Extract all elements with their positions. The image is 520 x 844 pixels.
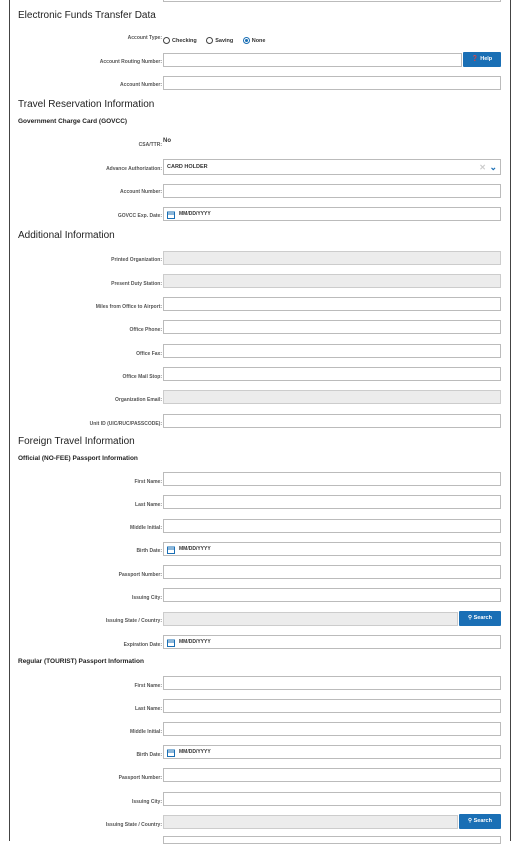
regular-issuing-city-input[interactable] — [163, 792, 501, 806]
org-email-label: Organization Email: — [115, 397, 162, 403]
regular-last-name-input[interactable] — [163, 699, 501, 713]
printed-org-input — [163, 251, 501, 265]
radio-saving[interactable] — [206, 37, 213, 44]
help-button-label: Help — [480, 56, 493, 62]
regular-middle-initial-input[interactable] — [163, 722, 501, 736]
mail-stop-label: Office Mail Stop: — [122, 374, 162, 380]
office-phone-label: Office Phone: — [129, 327, 162, 333]
form-frame — [9, 0, 511, 841]
regular-expiration-input-partial[interactable] — [163, 836, 501, 844]
official-expiration-label: Expiration Date: — [123, 642, 162, 648]
govcc-exp-date-label: GOVCC Exp. Date: — [117, 213, 162, 219]
regular-birth-date-input[interactable] — [163, 745, 501, 759]
routing-number-input[interactable] — [163, 53, 462, 67]
travel-section-title: Travel Reservation Information — [18, 99, 155, 110]
official-issuing-city-label: Issuing City: — [131, 595, 162, 601]
miles-airport-input[interactable] — [163, 297, 501, 311]
official-issuing-state-label: Issuing State / Country: — [105, 618, 162, 624]
regular-birth-date-label: Birth Date: — [136, 752, 162, 758]
regular-birth-date-placeholder: MM/DD/YYYY — [179, 749, 211, 755]
govcc-subtitle: Government Charge Card (GOVCC) — [18, 118, 128, 125]
clear-icon[interactable]: ✕ — [479, 163, 486, 172]
radio-checking[interactable] — [163, 37, 170, 44]
official-expiration-input[interactable] — [163, 635, 501, 649]
official-first-name-label: First Name: — [134, 479, 162, 485]
official-search-button[interactable] — [459, 611, 501, 626]
regular-middle-initial-label: Middle Initial: — [130, 729, 162, 735]
search-icon: ⚲ — [468, 818, 473, 824]
regular-passport-number-input[interactable] — [163, 768, 501, 782]
eft-account-number-label: Account Number: — [120, 82, 162, 88]
official-issuing-state-input — [163, 612, 458, 626]
chevron-down-icon[interactable]: ⌄ — [489, 162, 497, 172]
csa-label: CSA/TTR: — [138, 142, 162, 148]
official-birth-date-input[interactable] — [163, 542, 501, 556]
csa-value: No — [163, 138, 171, 144]
regular-search-button[interactable] — [459, 814, 501, 829]
routing-number-label: Account Routing Number: — [99, 59, 162, 65]
official-search-label: Search — [473, 615, 492, 621]
official-issuing-city-input[interactable] — [163, 588, 501, 602]
top-partial-input[interactable] — [163, 0, 501, 2]
govcc-account-number-label: Account Number: — [120, 189, 162, 195]
regular-search-label: Search — [473, 818, 492, 824]
radio-saving-label: Saving — [215, 37, 234, 44]
eft-account-number-input[interactable] — [163, 76, 501, 90]
official-passport-number-input[interactable] — [163, 565, 501, 579]
account-type-radio-group — [163, 32, 270, 50]
radio-none-label: None — [251, 37, 266, 44]
miles-airport-label: Miles from Office to Airport: — [95, 304, 162, 310]
calendar-icon[interactable] — [167, 546, 175, 554]
unit-id-input[interactable] — [163, 414, 501, 428]
regular-first-name-label: First Name: — [134, 683, 162, 689]
advance-auth-label: Advance Authorization: — [106, 166, 162, 172]
official-passport-number-label: Passport Number: — [118, 572, 162, 578]
office-fax-input[interactable] — [163, 344, 501, 358]
govcc-exp-date-input[interactable] — [163, 207, 501, 221]
eft-section-title: Electronic Funds Transfer Data — [18, 10, 156, 21]
foreign-section-title: Foreign Travel Information — [18, 436, 135, 447]
calendar-icon[interactable] — [167, 639, 175, 647]
calendar-icon[interactable] — [167, 211, 175, 219]
regular-issuing-city-label: Issuing City: — [131, 799, 162, 805]
mail-stop-input[interactable] — [163, 367, 501, 381]
additional-section-title: Additional Information — [18, 230, 115, 241]
govcc-account-number-input[interactable] — [163, 184, 501, 198]
help-icon: ❓ — [471, 56, 479, 62]
advance-auth-select[interactable] — [163, 159, 501, 175]
calendar-icon[interactable] — [167, 749, 175, 757]
printed-org-label: Printed Organization: — [111, 257, 162, 263]
official-expiration-placeholder: MM/DD/YYYY — [179, 639, 211, 645]
govcc-exp-date-placeholder: MM/DD/YYYY — [179, 211, 211, 217]
search-icon: ⚲ — [468, 615, 473, 621]
radio-none[interactable] — [243, 37, 250, 44]
regular-passport-subtitle: Regular (TOURIST) Passport Information — [18, 658, 144, 665]
official-birth-date-label: Birth Date: — [136, 548, 162, 554]
regular-passport-number-label: Passport Number: — [118, 775, 162, 781]
advance-auth-value: CARD HOLDER — [167, 164, 208, 170]
unit-id-label: Unit ID (UIC/RUC/PASSCODE): — [89, 421, 162, 427]
account-type-label: Account Type: — [127, 35, 162, 41]
regular-issuing-state-input — [163, 815, 458, 829]
regular-first-name-input[interactable] — [163, 676, 501, 690]
help-button[interactable] — [463, 52, 501, 67]
official-birth-date-placeholder: MM/DD/YYYY — [179, 546, 211, 552]
official-passport-subtitle: Official (NO-FEE) Passport Information — [18, 455, 138, 462]
office-phone-input[interactable] — [163, 320, 501, 334]
official-last-name-input[interactable] — [163, 495, 501, 509]
duty-station-input — [163, 274, 501, 288]
regular-issuing-state-label: Issuing State / Country: — [105, 822, 162, 828]
radio-checking-label: Checking — [172, 37, 197, 44]
official-first-name-input[interactable] — [163, 472, 501, 486]
office-fax-label: Office Fax: — [136, 351, 162, 357]
regular-last-name-label: Last Name: — [135, 706, 162, 712]
duty-station-label: Present Duty Station: — [111, 281, 162, 287]
org-email-input — [163, 390, 501, 404]
official-middle-initial-input[interactable] — [163, 519, 501, 533]
official-last-name-label: Last Name: — [135, 502, 162, 508]
official-middle-initial-label: Middle Initial: — [130, 525, 162, 531]
